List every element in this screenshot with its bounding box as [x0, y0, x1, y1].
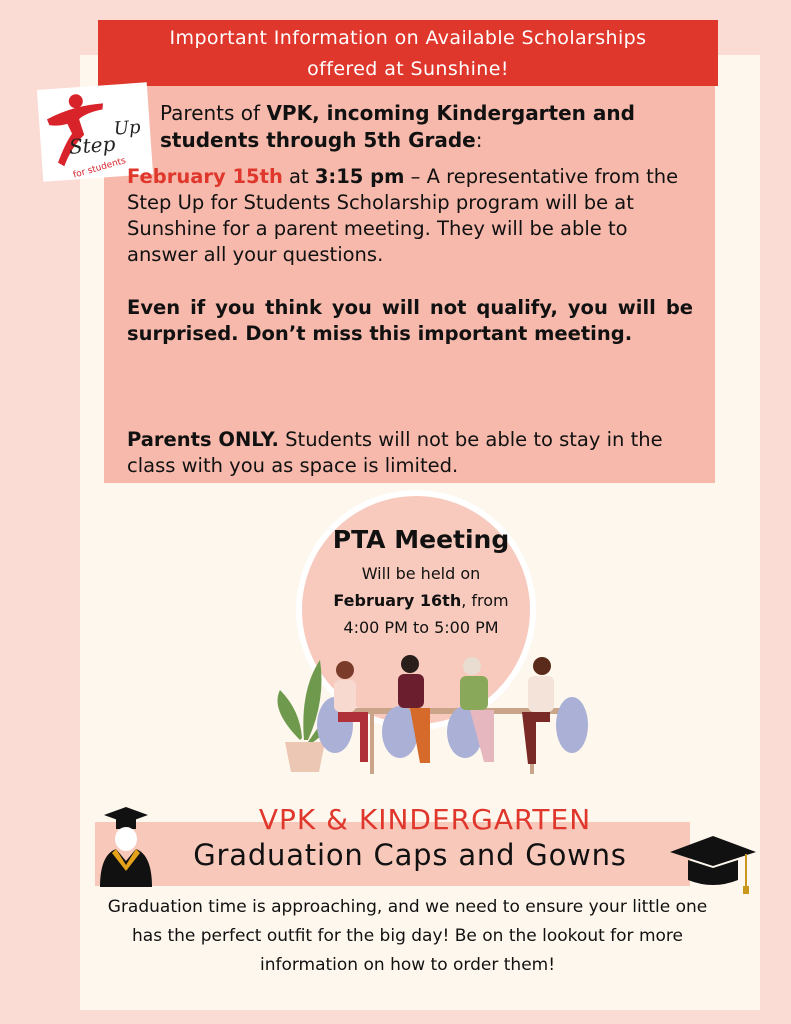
pta-time: 4:00 PM to 5:00 PM: [343, 618, 499, 637]
intro-text: Parents of VPK, incoming Kindergarten and students through 5th Grade:: [160, 101, 635, 152]
svg-text:Up: Up: [113, 116, 142, 140]
pta-meeting-info: [296, 525, 546, 641]
pta-line: Will be held on: [361, 564, 481, 583]
svg-text:for students: for students: [72, 155, 128, 181]
banner-line-2: offered at Sunshine!: [307, 58, 509, 80]
banner-line-1: Important Information on Available Scholarships: [169, 27, 647, 49]
qualify-paragraph: Even if you think you will not qualify, you will be surprised. Don’t miss this important meeting.: [127, 296, 693, 345]
meeting-paragraph: February 15th at 3:15 pm – A representative from the Step Up for Students Scholarship program will be at Sunshine for a parent meeting. They will be able to answer all your questions.: [127, 165, 679, 266]
scholarship-banner: [98, 20, 718, 86]
parents-only-paragraph: Parents ONLY. Students will not be able to stay in the class with you as space is limited.: [127, 428, 663, 477]
graduation-cap-icon: [668, 834, 758, 896]
meeting-illustration: [260, 650, 590, 780]
svg-text:Step: Step: [68, 131, 117, 159]
pta-title: PTA Meeting: [332, 525, 510, 554]
graduation-text: Graduation time is approaching, and we need to ensure your little one has the perfect outfit for the big day! Be on the lookout for more information on how to order them!: [107, 897, 708, 975]
pta-date: February 16th, from: [333, 591, 509, 610]
graduation-heading: VPK & KINDERGARTEN: [258, 803, 592, 836]
graduation-title: Graduation Caps and Gowns: [193, 838, 627, 872]
